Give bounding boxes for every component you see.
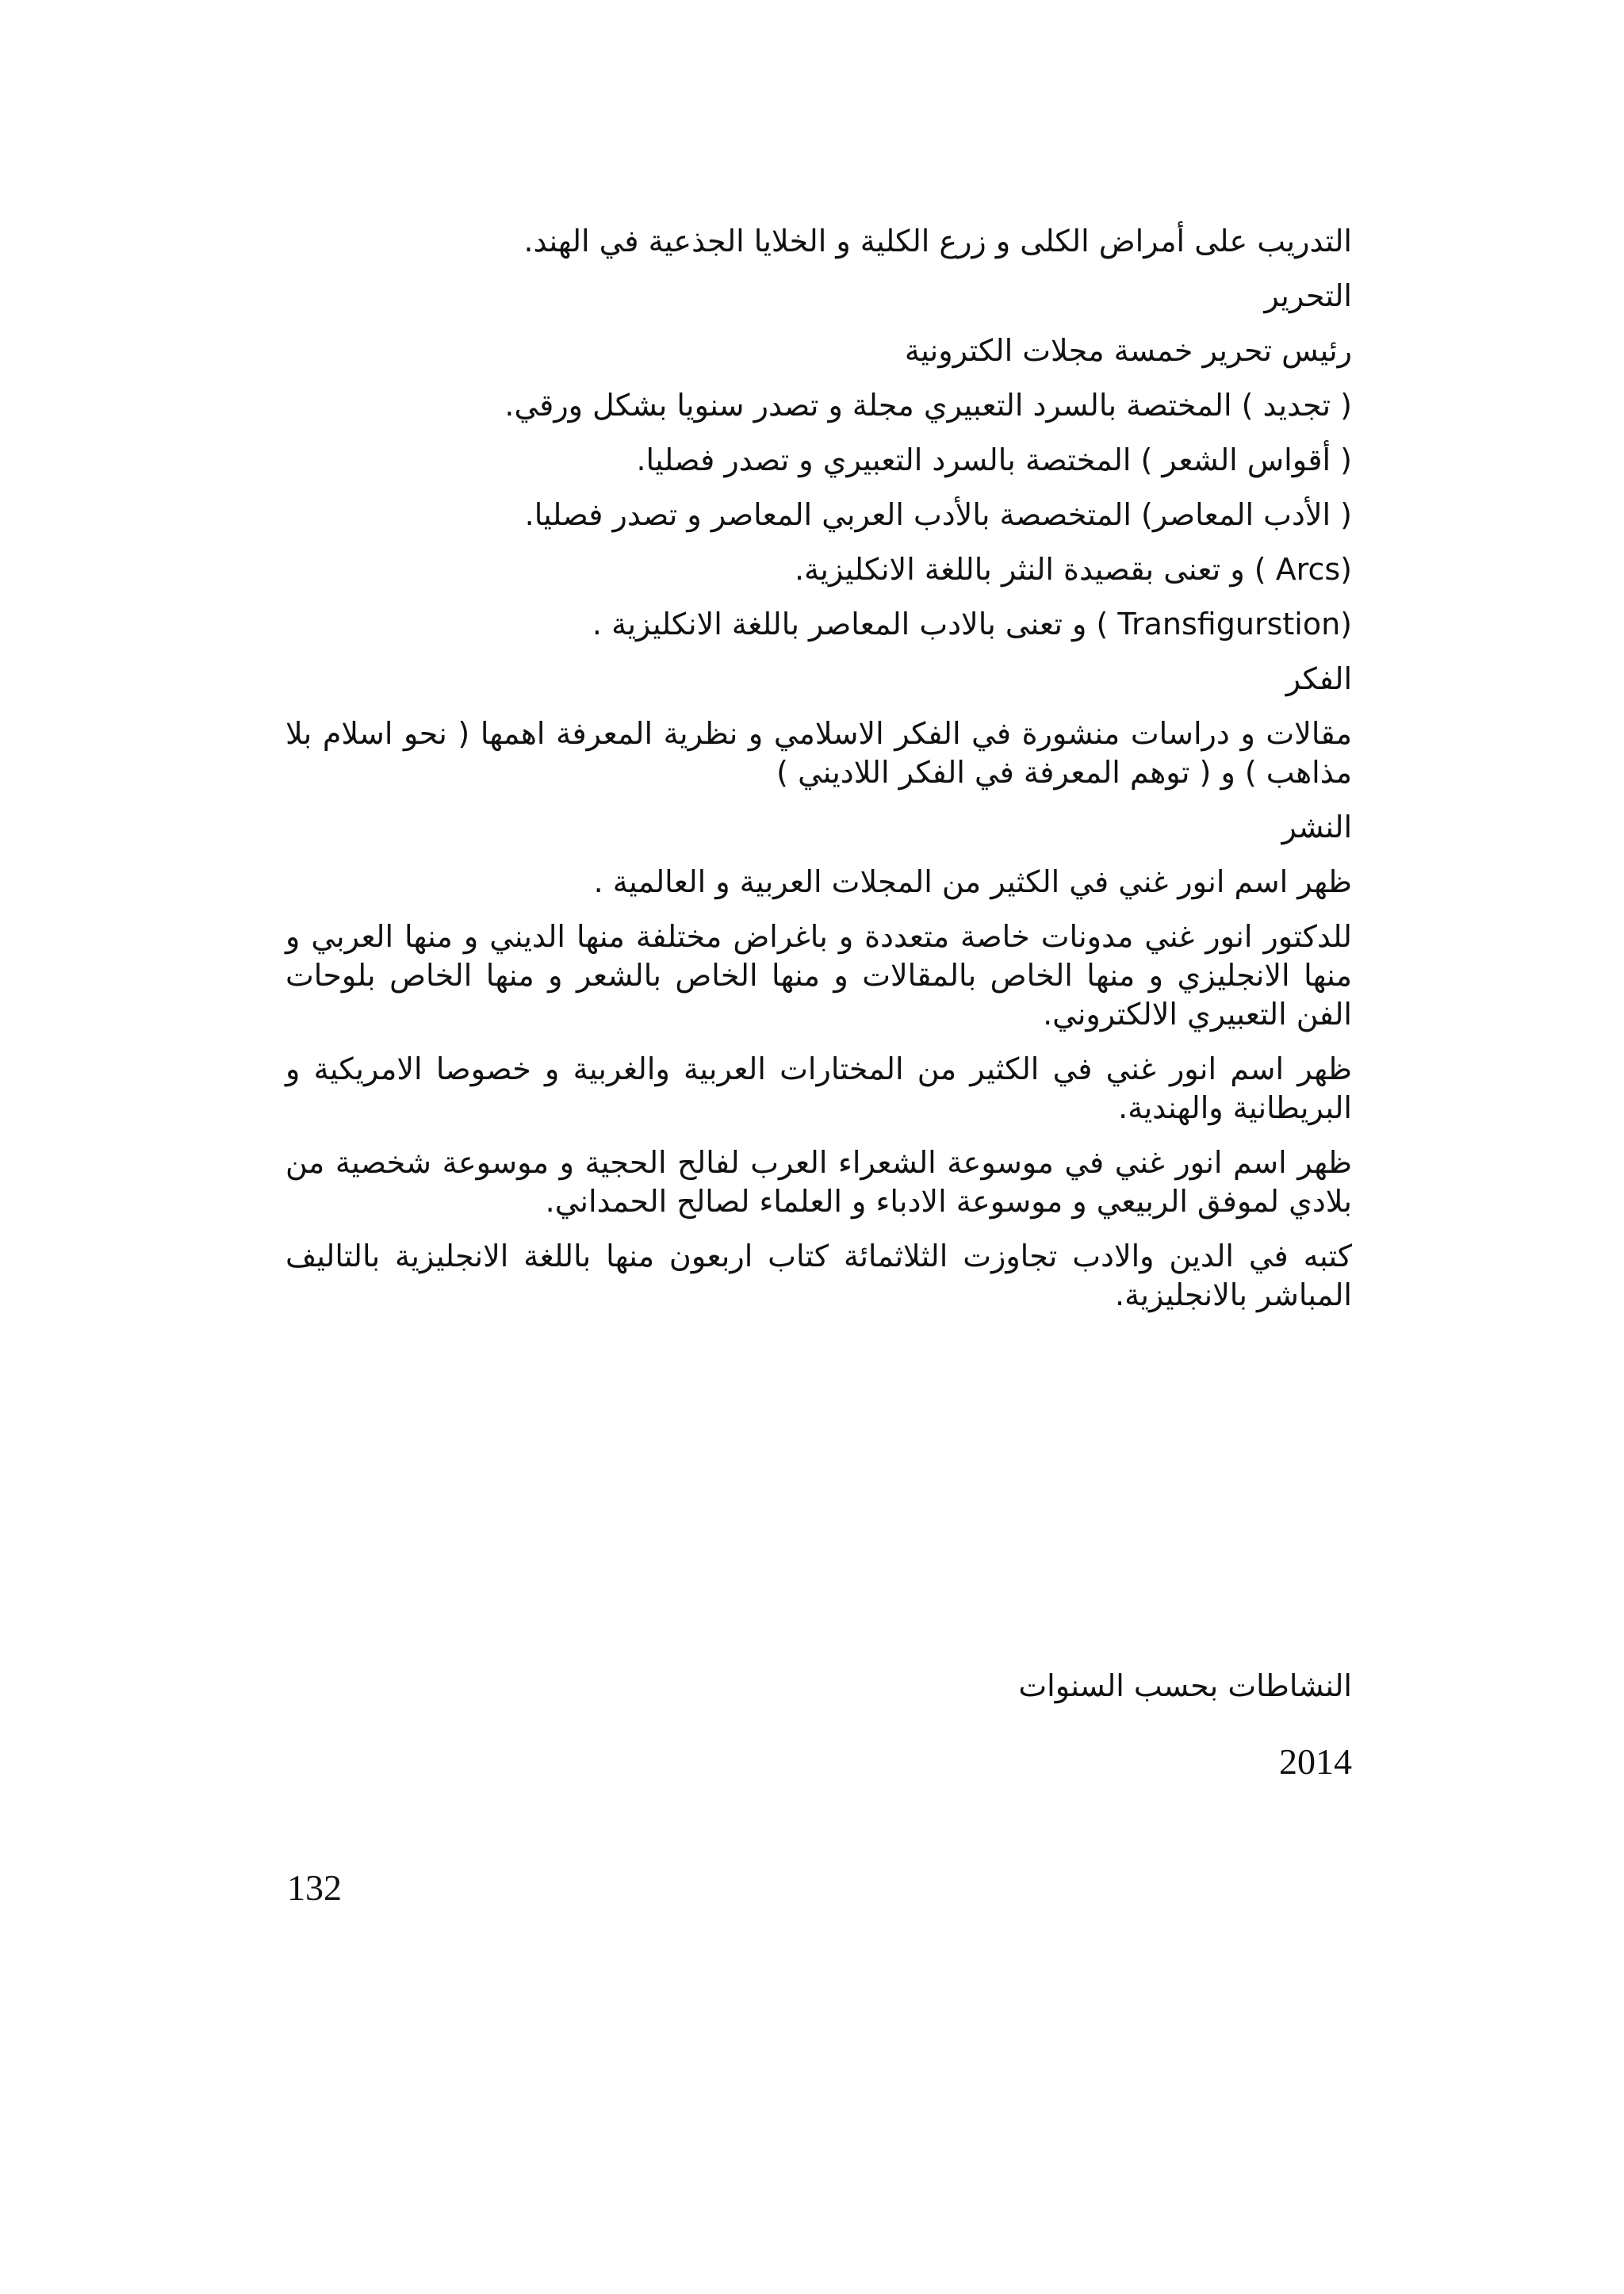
section-heading-publishing: النشر — [1281, 810, 1352, 844]
paragraph-publishing-magazines: ظهر اسم انور غني في الكثير من المجلات العربية و العالمية . — [593, 864, 1352, 899]
activities-section — [285, 1667, 1352, 1721]
section-heading-thought: الفكر — [1285, 661, 1352, 696]
paragraph-thought-articles: مقالات و دراسات منشورة في الفكر الاسلامي و نظرية المعرفة اهمها ( نحو اسلام بلا مذاهب ) و ( توهم المعرفة في الفكر اللاديني ) — [285, 716, 1352, 790]
paragraph-books: كتبه في الدين والادب تجاوزت الثلاثمائة كتاب اربعون منها باللغة الانجليزية بالتاليف المباشر بالانجليزية. — [285, 1239, 1352, 1312]
paragraph-contemporary-literature-magazine: ( الأدب المعاصر) المتخصصة بالأدب العربي المعاصر و تصدر فصليا. — [524, 497, 1352, 532]
paragraph-transfiguration-magazine: (Transfigurstion ) و تعنى بالادب المعاصر باللغة الانكليزية . — [592, 607, 1352, 641]
section-heading-editing: التحرير — [1264, 278, 1352, 313]
paragraph-arcs-magazine: (Arcs ) و تعنى بقصيدة النثر باللغة الانكليزية. — [794, 552, 1352, 587]
paragraph-encyclopedias: ظهر اسم انور غني في موسوعة الشعراء العرب لفالح الحجية و موسوعة شخصية من بلادي لموفق الربيعي و موسوعة الادباء و العلماء لصالح الحمداني. — [285, 1145, 1352, 1219]
paragraph-training: التدريب على أمراض الكلى و زرع الكلية و الخلايا الجذعية في الهند. — [523, 224, 1352, 259]
page-number: 132 — [287, 1867, 342, 1908]
year-label: 2014 — [1279, 1741, 1352, 1782]
paragraph-blogs: للدكتور انور غني مدونات خاصة متعددة و باغراض مختلفة منها الديني و منها العربي و منها الانجليزي و منها الخاص بالمقالات و منها الخاص بالشعر و منها الخاص بلوحات الفن التعبيري الالكتروني. — [285, 919, 1352, 1032]
paragraph-tajdeed-magazine: ( تجديد ) المختصة بالسرد التعبيري مجلة و تصدر سنويا بشكل ورقي. — [504, 388, 1352, 423]
activities-heading: النشاطات بحسب السنوات — [1018, 1668, 1352, 1703]
paragraph-poetry-arches-magazine: ( أقواس الشعر ) المختصة بالسرد التعبيري و تصدر فصليا. — [636, 442, 1352, 477]
paragraph-anthologies: ظهر اسم انور غني في الكثير من المختارات العربية والغربية و خصوصا الامريكية و البريطانية والهندية. — [285, 1051, 1352, 1125]
main-text-block — [285, 222, 1352, 1331]
paragraph-editor-in-chief: رئيس تحرير خمسة مجلات الكترونية — [904, 333, 1352, 368]
